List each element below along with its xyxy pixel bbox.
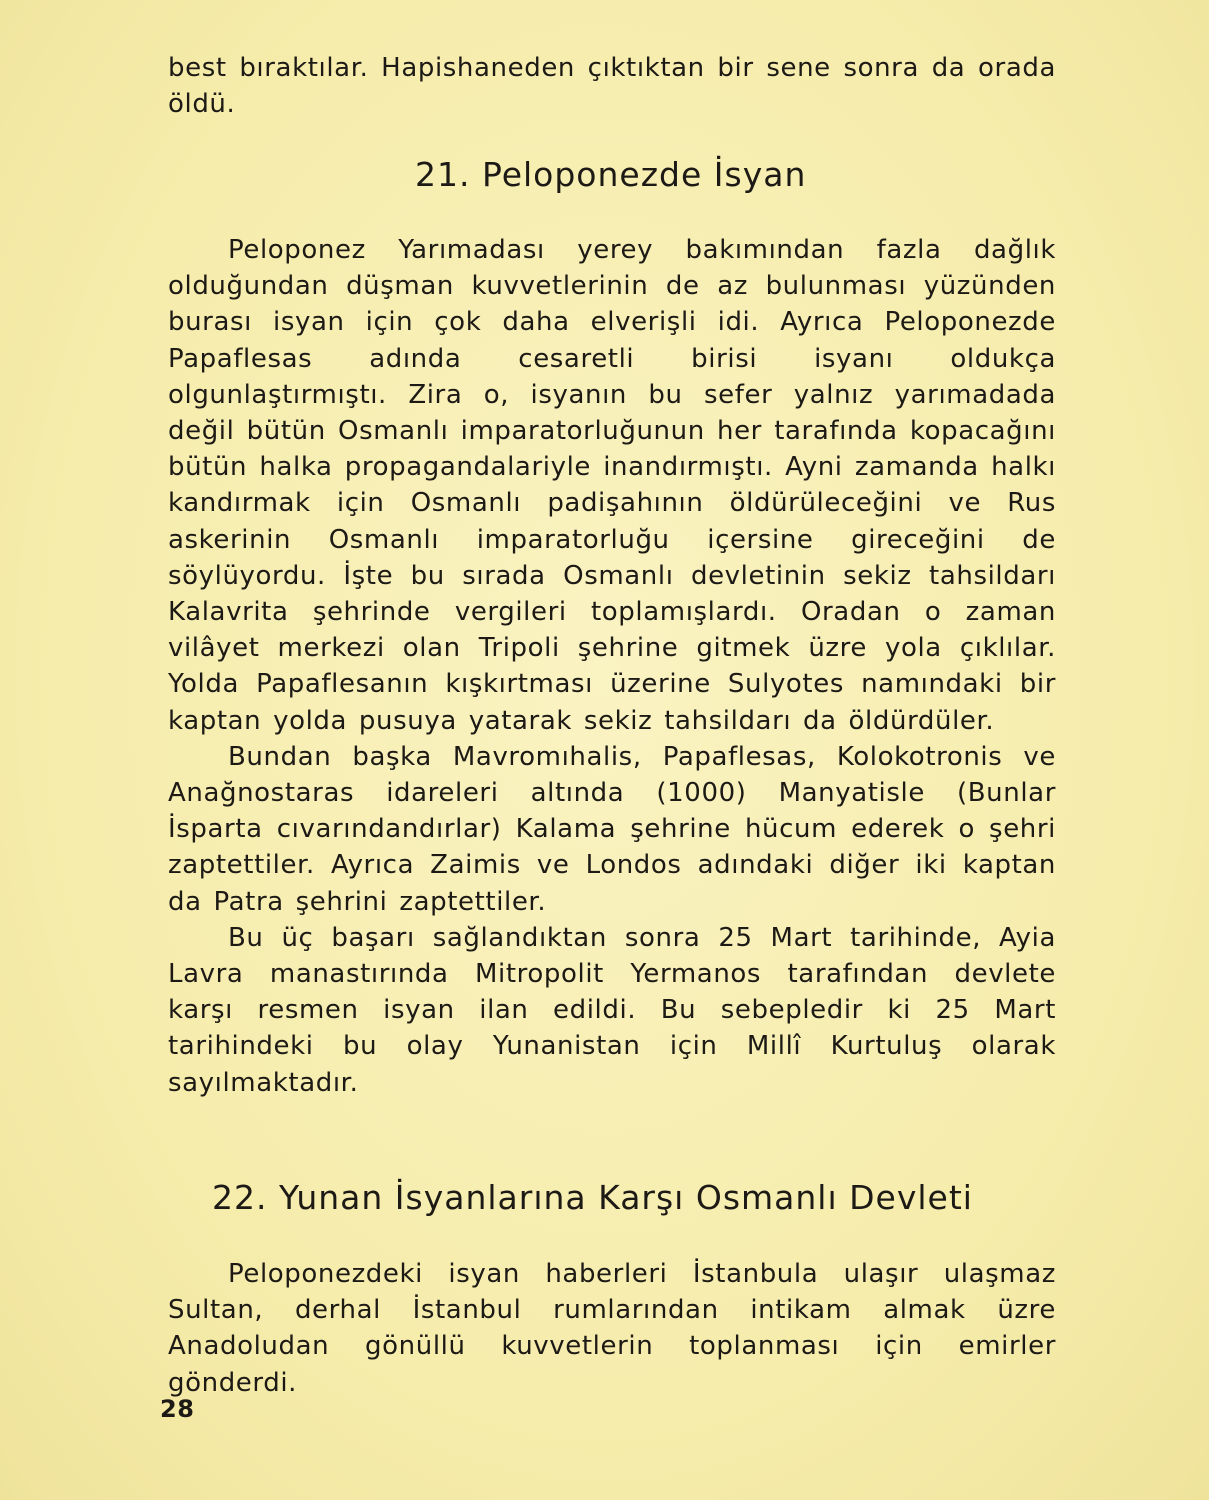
section-21-paragraph-2: Bundan başka Mavromıhalis, Papaflesas, Kolokotronis ve Anağnostaras idareleri altında (1000) Manyatisle (Bunlar İsparta cıvarındandırlar) Kalama şehrine hücum ederek o şehri zaptettiler. Ayrıca Zaimis ve Londos adındaki diğer iki kaptan da Patra şehrini zaptettiler. <box>168 741 1056 917</box>
continuation-block <box>168 50 1056 122</box>
continuation-paragraph: best bıraktılar. Hapishaneden çıktıktan bir sene sonra da orada öldü. <box>168 53 1056 120</box>
section-22-paragraph-1: Peloponezdeki isyan haberleri İstanbula ulaşır ulaşmaz Sultan, derhal İstanbul rumlarından intikam almak üzre Anadoludan gönüllü kuvvetlerin toplanması için emirler gönderdi. <box>168 1259 1056 1398</box>
section-21-paragraph-1: Peloponez Yarımadası yerey bakımından fazla dağlık olduğundan düşman kuvvetlerinin de az bulunması yüzünden burası isyan için çok daha elverişli idi. Ayrıca Peloponezde Papaflesas adında cesaretli birisi isyanı oldukça olgunlaştırmıştı. Zira o, isyanın bu sefer yalnız yarımadada değil bütün Osmanlı imparatorluğunun her tarafında kopacağını bütün halka propagandalariyle inandırmıştı. Ayni zamanda halkı kandırmak için Osmanlı padişahının öldürüleceğini ve Rus askerinin Osmanlı imparatorluğu içersine gireceğini de söylüyordu. İşte bu sırada Osmanlı devletinin sekiz tahsildarı Kalavrita şehrinde vergileri toplamışlardı. Oradan o zaman vilâyet merkezi olan Tripoli şehrine gitmek üzre yola çıklılar. Yolda Papaflesanın kışkırtması üzerine Sulyotes namındaki bir kaptan yolda pusuya yatarak sekiz tahsildarı da öldürdüler. <box>168 235 1056 736</box>
page-number: 28 <box>160 1395 195 1423</box>
section-22-heading: 22. Yunan İsyanlarına Karşı Osmanlı Devleti <box>212 1178 973 1217</box>
section-21-paragraph-3: Bu üç başarı sağlandıktan sonra 25 Mart tarihinde, Ayia Lavra manastırında Mitropolit Yermanos tarafından devlete karşı resmen isyan ilan edildi. Bu sebepledir ki 25 Mart tarihindeki bu olay Yunanistan için Millî Kurtuluş olarak sayılmaktadır. <box>168 922 1056 1098</box>
section-21-body <box>168 232 1056 1101</box>
section-21-heading: 21. Peloponezde İsyan <box>415 155 807 194</box>
section-22-body <box>168 1256 1056 1401</box>
